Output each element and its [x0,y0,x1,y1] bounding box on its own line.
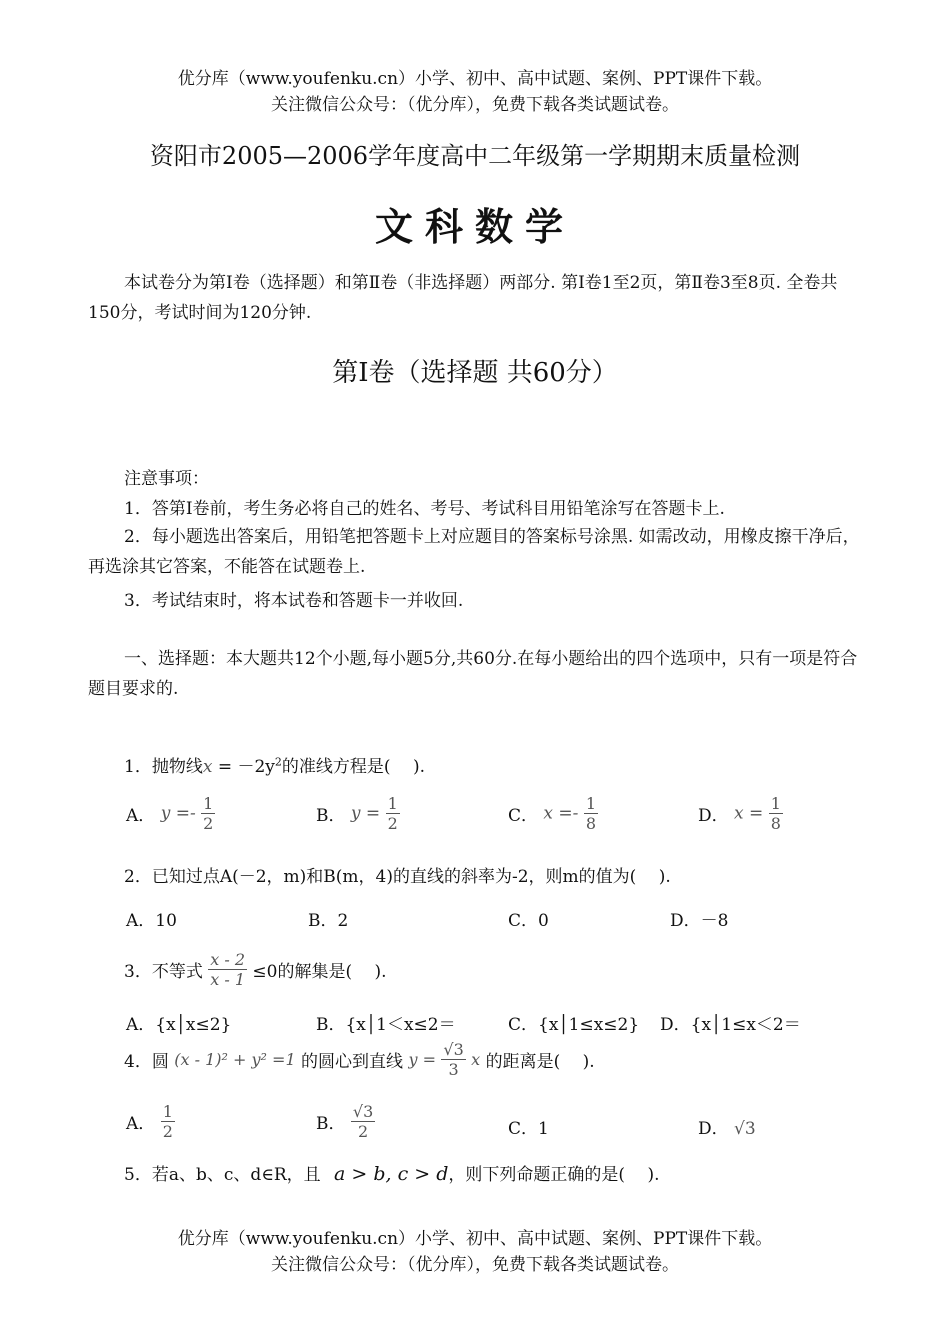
exam-subject: 文科数学 [374,205,575,249]
note-item-2: 2．每小题选出答案后，用铅笔把答题卡上对应题目的答案标号涂黑. 如需改动，用橡皮擦干净后，再选涂其它答案，不能答在试题卷上. [88,527,860,577]
q4-line-var: x [471,1050,481,1069]
q5-condition: a > b, c > d [334,1163,449,1185]
q3-den: x - 1 [210,970,246,989]
q1-expr-x: x [202,757,213,777]
question-5 [124,1160,659,1185]
q1-option-c[interactable] [508,794,598,833]
q4-line-den: 3 [441,1059,465,1079]
q3-num: x - 2 [210,950,246,969]
q1-c-frac [584,794,598,833]
exam-title: 资阳市2005—2006学年度高中二年级第一学期期末质量检测 [149,142,801,170]
note-item-3: 3．考试结束时，将本试卷和答题卡一并收回. [124,591,464,611]
q5-text: 5．若a、b、c、d∈R，且 [124,1165,321,1185]
q1-b-den: 2 [387,814,398,833]
q2-option-a[interactable]: A．10 [126,911,177,931]
q4-a-frac [161,1102,175,1141]
q3-option-c[interactable]: C．{x│1≤x≤2} [508,1015,640,1035]
q1-d-num: 1 [770,794,781,813]
q4-b-label: B． [316,1114,346,1134]
q1-d-label: D． [698,806,729,826]
q4-d-value: √3 [734,1119,756,1139]
q1-d-den: 8 [770,814,781,833]
q4-b-num: √3 [352,1102,374,1121]
question-2: 2．已知过点A(－2，m)和B(m，4)的直线的斜率为-2，则m的值为( ). [124,867,671,887]
q1-expr: = －2y [217,757,275,777]
q4-a-den: 2 [162,1122,173,1141]
q3-option-d[interactable]: D．{x│1≤x＜2＝ [660,1015,801,1035]
q1-tail: 的准线方程是( ). [281,757,425,777]
site-banner-line1: 优分库（www.youfenku.cn）小学、初中、高中试题、案例、PPT课件下载。 [177,69,773,89]
q1-prefix: 1．抛物线 [124,757,203,777]
question-1 [124,752,425,777]
note-item-1: 1．答第Ⅰ卷前，考生务必将自己的姓名、考号、考试科目用铅笔涂写在答题卡上. [124,499,725,519]
q1-a-num: 1 [203,794,214,813]
part1-instructions: 一、选择题：本大题共12个小题,每小题5分,共60分.在每小题给出的四个选项中，只有一项是符合题目要求的. [88,649,858,699]
exam-intro: 本试卷分为第Ⅰ卷（选择题）和第Ⅱ卷（非选择题）两部分. 第Ⅰ卷1至2页，第Ⅱ卷3至8页. 全卷共150分，考试时间为120分钟. [88,273,838,323]
q2-option-b[interactable]: B．2 [308,911,349,931]
q1-c-den: 8 [585,814,596,833]
question-3 [124,950,387,989]
q4-option-d[interactable] [698,1114,756,1139]
q1-c-var: x =- [543,803,579,824]
question-4 [124,1040,595,1079]
q4-mid: 的圆心到直线 [301,1052,404,1072]
site-footer-line2: 关注微信公众号：（优分库），免费下载各类试题试卷。 [271,1255,679,1275]
q3-prefix: 3．不等式 [124,962,203,982]
q1-d-frac [769,794,783,833]
q2-option-d[interactable]: D．－8 [670,911,729,931]
q4-line-num: √3 [443,1040,464,1059]
q1-option-d[interactable] [698,794,783,833]
q4-d-label: D． [698,1119,729,1139]
q1-a-den: 2 [203,814,214,833]
q3-frac [208,950,247,989]
q4-option-a[interactable] [126,1102,175,1141]
q3-suffix: ≤0的解集是( ). [252,962,387,982]
q2-option-c[interactable]: C．0 [508,911,549,931]
q1-a-var: y =- [160,803,196,824]
q4-a-label: A． [126,1114,156,1134]
site-banner-line2: 关注微信公众号：（优分库），免费下载各类试题试卷。 [271,95,679,115]
section-title: 第Ⅰ卷（选择题 共60分） [332,358,618,388]
q4-b-den: 2 [351,1121,375,1141]
q1-option-a[interactable] [126,794,215,833]
q4-suffix: 的距离是( ). [485,1052,595,1072]
q1-option-b[interactable] [316,794,400,833]
q1-a-frac [201,794,215,833]
q1-b-label: B． [316,806,346,826]
q4-a-num: 1 [162,1102,173,1121]
q3-option-b[interactable]: B．{x│1＜x≤2＝ [316,1015,456,1035]
q1-a-label: A． [126,806,156,826]
q4-circle-expr: (x - 1)² + y² =1 [174,1050,296,1069]
q4-option-b[interactable] [316,1102,375,1141]
q1-b-frac [386,794,400,833]
q4-line-frac [441,1040,465,1079]
q4-line-lhs: y = [408,1050,436,1069]
q1-d-var: x = [734,803,764,824]
q1-b-num: 1 [387,794,398,813]
site-footer-line1: 优分库（www.youfenku.cn）小学、初中、高中试题、案例、PPT课件下载。 [177,1229,773,1249]
q4-option-c[interactable]: C．1 [508,1119,549,1139]
q4-b-frac [351,1102,375,1141]
q4-prefix: 4．圆 [124,1052,169,1072]
q1-b-var: y = [350,803,381,824]
q1-c-num: 1 [585,794,596,813]
notes-heading: 注意事项： [124,469,209,489]
q3-option-a[interactable]: A．{x│x≤2} [126,1015,232,1035]
q1-sup: 2 [274,755,282,769]
q1-c-label: C． [508,806,539,826]
q5-tail: ，则下列命题正确的是( ). [448,1165,660,1185]
